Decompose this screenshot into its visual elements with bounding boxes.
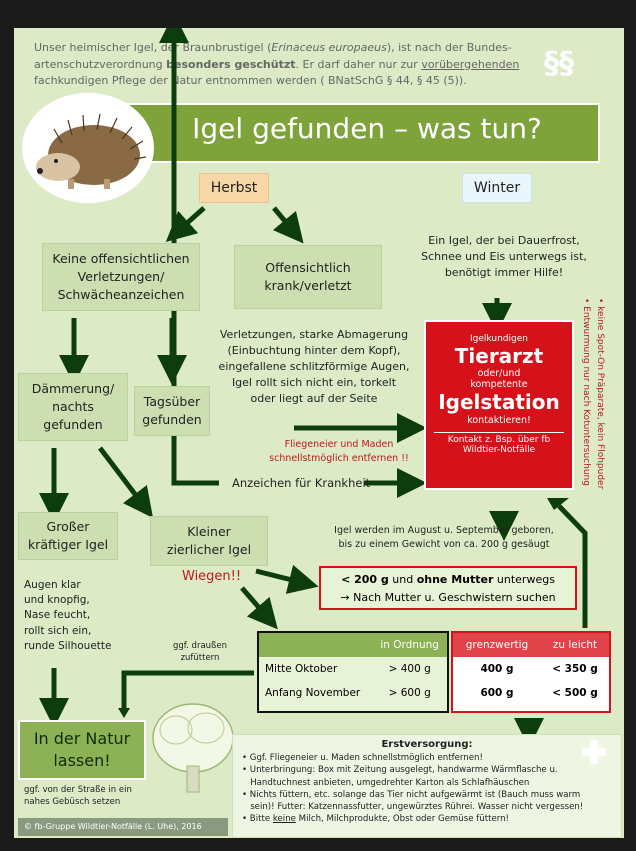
header-ok: in Ordnung [380,639,439,651]
first-aid-text: Erstversorgung: • Ggf. Fliegeneier u. Maden schnellstmöglich entfernen! • Unterbringung: Box mit Zeitung ausgelegt, handwarme Wärmflasche u. Handtuchnest anbieten, umgedrehter Karton als Schlafhäuschen • Nichts füttern, etc. solange das Tier nicht aufgewärmt ist (Bauch muss warm sein)! Futter: Katzennassfutter, ungewürztes Rührei. Wasser nicht vergessen! • Bitte keine Milch, Milchprodukte, Obst oder Gemüse füttern! [242,739,584,825]
weight-table-left: in Ordnung Mitte Oktober > 400 g Anfang November > 600 g [257,631,449,713]
weigh-label: Wiegen!! [182,569,242,584]
tree-illustration [146,700,240,800]
birth-info: Igel werden im August u. September geboren, bis zu einem Gewicht von ca. 200 g gesäugt [334,525,554,550]
leave-in-nature: In der Natur lassen! [18,720,146,780]
header-border: grenzwertig [465,639,529,651]
copyright: © fb-Gruppe Wildtier-Notfälle (L. Uhe), 2016 [18,818,228,836]
vet-station-box: Igelkundigen Tierarzt oder/und kompetente Igelstation kontaktieren! Kontakt z. Bsp. über fb Wildtier-Notfälle [424,320,574,490]
legal-text: Unser heimischer Igel, der Braunbrustigel (Erinaceus europaeus), ist nach der Bundes- artenschutzverordnung besonders geschützt. Er darf daher nur zur vorübergehenden fachkundigen Pflege der Natur entnommen werden ( BNatSchG § 44, § 45 (5)). [34,41,520,87]
side-note: • keine Spot-On Präparate, kein Flohpuder • Entwurmung nur nach Kotuntersuchung [581,298,605,490]
illness-signs-label: Anzeichen für Krankheit [232,476,371,490]
mother-box: < 200 g und ohne Mutter unterwegs → Nach Mutter u. Geschwistern suchen [319,566,577,610]
injury-symptoms: Verletzungen, starke Abmagerung (Einbuchtung hinter dem Kopf), eingefallene schlitzförmige Augen, Igel rollt sich nicht ein, torkelt oder liegt auf der Seite [218,328,410,405]
box-sick-injured: Offensichtlich krank/verletzt [234,245,382,309]
season-winter: Winter [462,173,532,203]
infographic-poster [14,28,624,838]
winter-text: Ein Igel, der bei Dauerfrost, Schnee und Eis unterwegs ist, benötigt immer Hilfe! [421,234,587,279]
feed-outside: ggf. draußen zufüttern [172,641,228,664]
box-dusk-night: Dämmerung/ nachts gefunden [18,373,128,441]
box-large-hedgehog: Großer kräftiger Igel [18,512,118,560]
box-daytime: Tagsüber gefunden [134,386,210,436]
page-title: Igel gefunden – was tun? [192,112,542,145]
header-light: zu leicht [552,639,598,651]
season-herbst: Herbst [199,173,269,203]
weight-table-right: grenzwertig zu leicht 400 g < 350 g 600 g < 500 g [451,631,611,713]
paragraph-icon: §§ [544,46,574,81]
box-no-injuries: Keine offensichtlichen Verletzungen/ Schwächeanzeichen [42,243,200,311]
box-small-hedgehog: Kleiner zierlicher Igel [150,516,268,566]
street-note: ggf. von der Straße in ein nahes Gebüsch setzen [24,785,132,808]
maggot-warning: Fliegeneier und Maden schnellstmöglich entfernen !! [269,439,409,464]
healthy-signs: Augen klar und knopfig, Nase feucht, rollt sich ein, runde Silhouette [24,579,112,652]
